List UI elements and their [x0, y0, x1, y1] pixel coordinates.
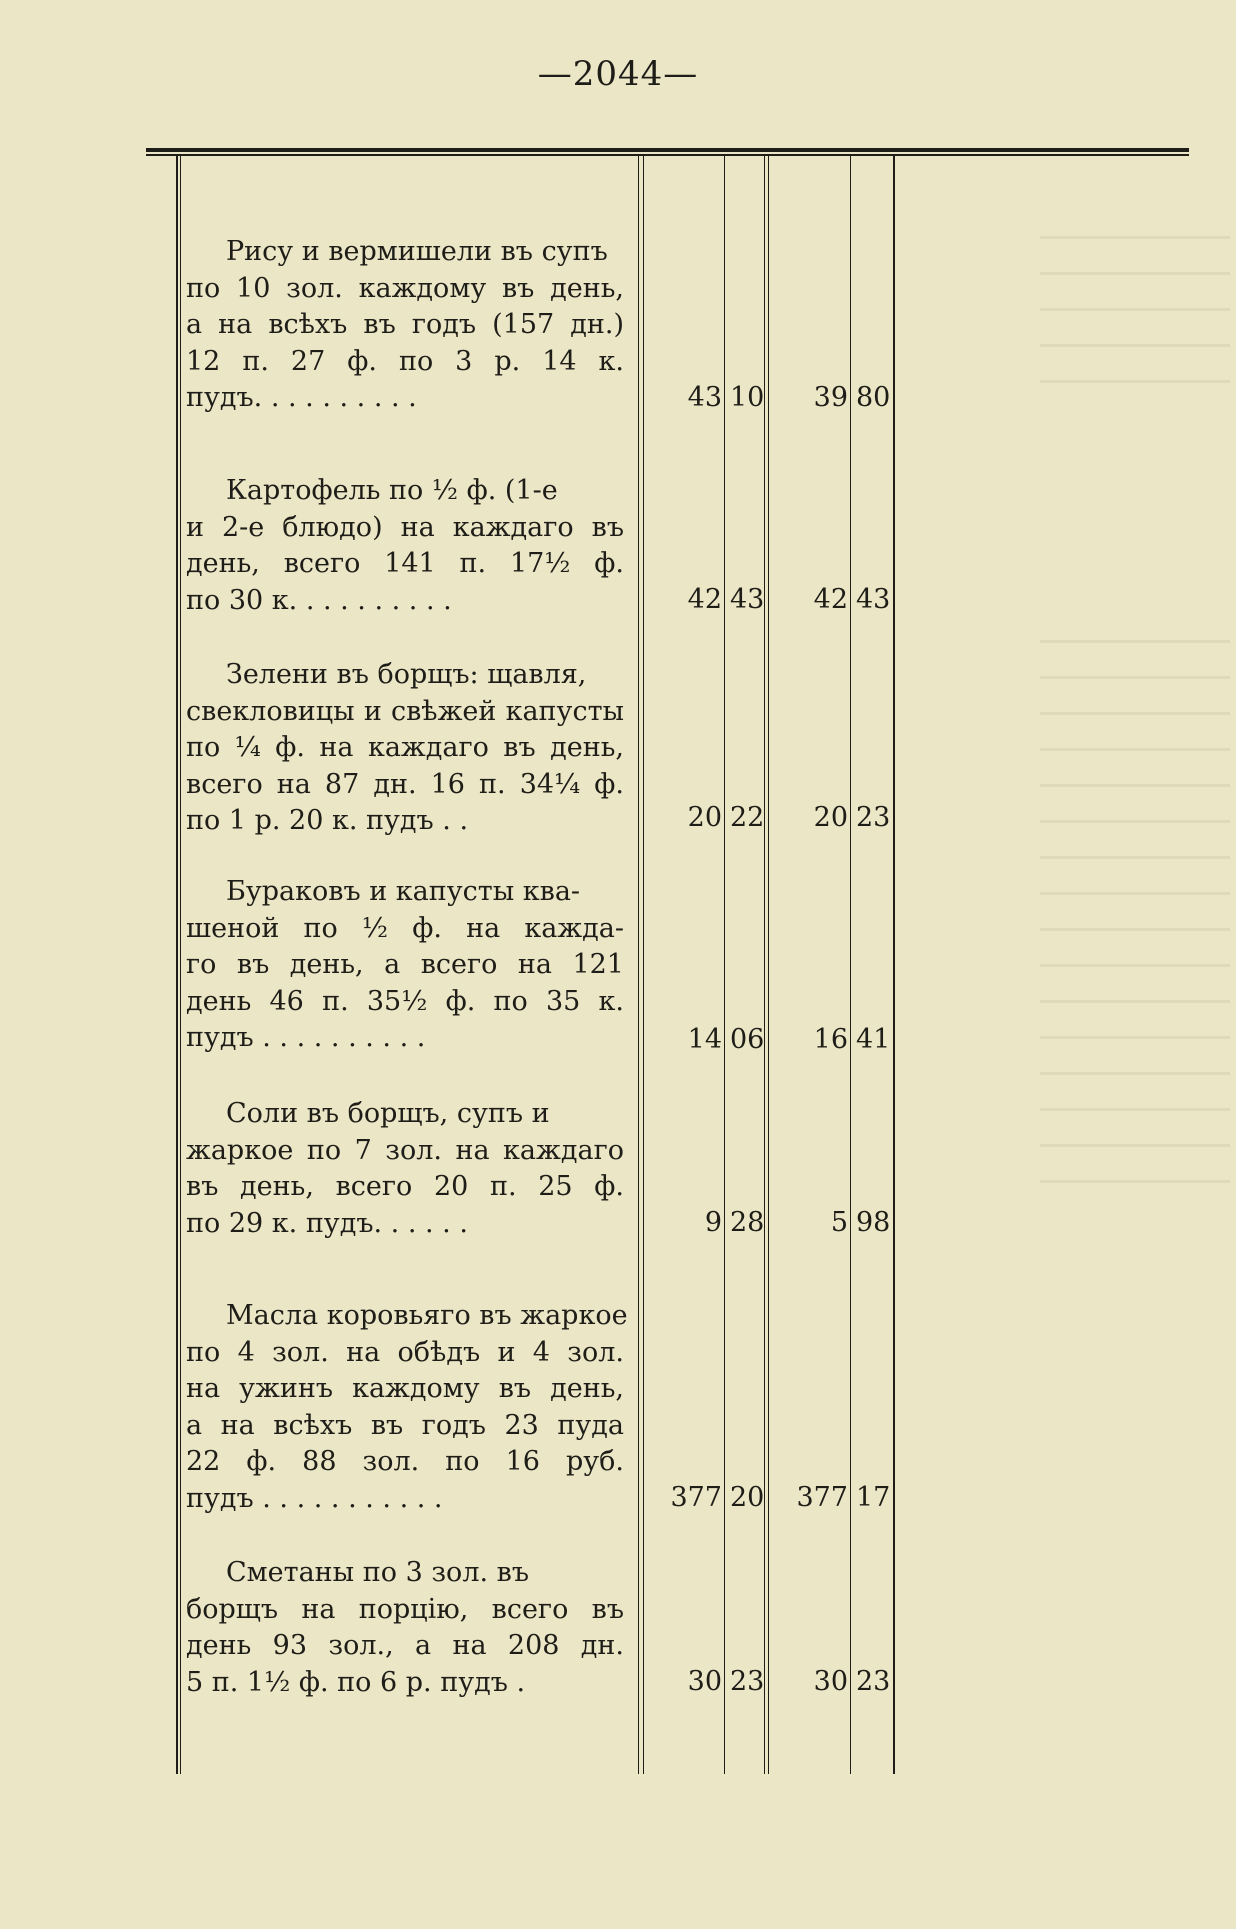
amount-rubles: 9 [704, 1207, 722, 1238]
header-rule-thin [146, 154, 1189, 156]
entry-line: пудъ . . . . . . . . . . . [186, 1482, 443, 1514]
entry-line: по 1 р. 20 к. пудъ . . [186, 805, 469, 836]
entry-line: Масла коровьяго въ жаркое [226, 1300, 628, 1331]
amount-kopecks: 17 [856, 1482, 891, 1513]
entry-line: по 30 к. . . . . . . . . . [186, 584, 452, 616]
column-rule [180, 156, 181, 1774]
amount-kopecks: 22 [730, 802, 765, 833]
amount-kopecks: 80 [856, 382, 891, 413]
amount-kopecks: 41 [856, 1024, 891, 1055]
entry-line: день 93 зол., а на 208 дн. [186, 1630, 624, 1661]
amount-rubles: 30 [813, 1666, 848, 1697]
amount-kopecks: 43 [856, 584, 891, 615]
ledger-entry [186, 1555, 624, 1701]
entry-line: Зелени въ борщъ: щавля, [226, 659, 587, 690]
amount-rubles: 30 [687, 1666, 722, 1697]
entry-line: 5 п. 1½ ф. по 6 р. пудъ . [186, 1666, 526, 1698]
entry-line: Картофель по ½ ф. (1-е [226, 475, 558, 506]
amount-rubles: 20 [813, 802, 848, 833]
entry-line: 22 ф. 88 зол. по 16 руб. [186, 1446, 624, 1477]
entry-line: пудъ . . . . . . . . . . [186, 1022, 426, 1053]
amount-kopecks: 23 [730, 1666, 765, 1697]
ledger-entry [186, 473, 624, 619]
entry-line: день, всего 141 п. 17½ ф. [186, 548, 624, 579]
ledger-entry [186, 874, 624, 1057]
amount-rubles: 16 [813, 1024, 848, 1055]
column-rule [638, 156, 639, 1774]
entry-line: шеной по ½ ф. на кажда- [186, 912, 624, 944]
amount-kopecks: 28 [730, 1207, 765, 1238]
amount-kopecks: 43 [730, 584, 765, 615]
header-rule [146, 148, 1189, 152]
amount-rubles: 39 [813, 382, 848, 413]
ledger-entry [186, 1096, 624, 1242]
amount-kopecks: 20 [730, 1482, 765, 1513]
amount-kopecks: 23 [856, 802, 891, 833]
entry-line: по 10 зол. каждому въ день, [186, 272, 624, 304]
bleed-through-text [1040, 640, 1230, 1200]
entry-line: а на всѣхъ въ годъ 23 пуда [186, 1409, 624, 1441]
entry-line: го въ день, а всего на 121 [186, 949, 624, 980]
column-rule [724, 156, 725, 1774]
entry-line: борщъ на порцію, всего въ [186, 1593, 624, 1625]
page-number: —2044— [537, 54, 699, 94]
entry-line: всего на 87 дн. 16 п. 34¼ ф. [186, 768, 624, 800]
amount-rubles: 43 [687, 382, 722, 413]
amount-rubles: 377 [796, 1482, 848, 1513]
entry-line: на ужинъ каждому въ день, [186, 1373, 624, 1404]
amount-rubles: 42 [687, 584, 722, 615]
entry-line: Рису и вермишели въ супъ [226, 236, 608, 267]
entry-line: 12 п. 27 ф. по 3 р. 14 к. [186, 345, 624, 377]
entry-line: пудъ. . . . . . . . . . [186, 382, 417, 413]
ledger-entry [186, 1298, 628, 1517]
entry-line: Сметаны по 3 зол. въ [226, 1557, 530, 1588]
amount-rubles: 20 [687, 802, 722, 833]
entry-line: Соли въ борщъ, супъ и [226, 1098, 550, 1129]
entry-line: и 2-е блюдо) на каждаго въ [186, 511, 624, 543]
amount-kopecks: 10 [730, 382, 765, 413]
amount-kopecks: 98 [856, 1207, 891, 1238]
entry-line: по 29 к. пудъ. . . . . . [186, 1207, 468, 1239]
entry-line: свекловицы и свѣжей капусты [186, 695, 624, 727]
entry-line: день 46 п. 35½ ф. по 35 к. [186, 985, 624, 1017]
entry-line: по 4 зол. на обѣдъ и 4 зол. [186, 1336, 624, 1368]
entry-line: Бураковъ и капусты ква- [226, 876, 581, 907]
column-rule [850, 156, 851, 1774]
ledger-entry [186, 657, 624, 840]
entry-line: жаркое по 7 зол. на каждаго [186, 1134, 624, 1166]
bleed-through-text [1040, 236, 1230, 416]
ledger-entry [186, 234, 624, 417]
amount-rubles: 14 [687, 1024, 722, 1055]
entry-line: по ¼ ф. на каждаго въ день, [186, 732, 624, 763]
entry-line: въ день, всего 20 п. 25 ф. [186, 1171, 624, 1202]
column-rule [176, 156, 178, 1774]
amount-rubles: 5 [830, 1207, 848, 1238]
amount-kopecks: 23 [856, 1666, 891, 1697]
amount-rubles: 42 [813, 584, 848, 615]
amount-kopecks: 06 [730, 1024, 765, 1055]
amount-rubles: 377 [670, 1482, 722, 1513]
entry-line: а на всѣхъ въ годъ (157 дн.) [186, 309, 624, 340]
